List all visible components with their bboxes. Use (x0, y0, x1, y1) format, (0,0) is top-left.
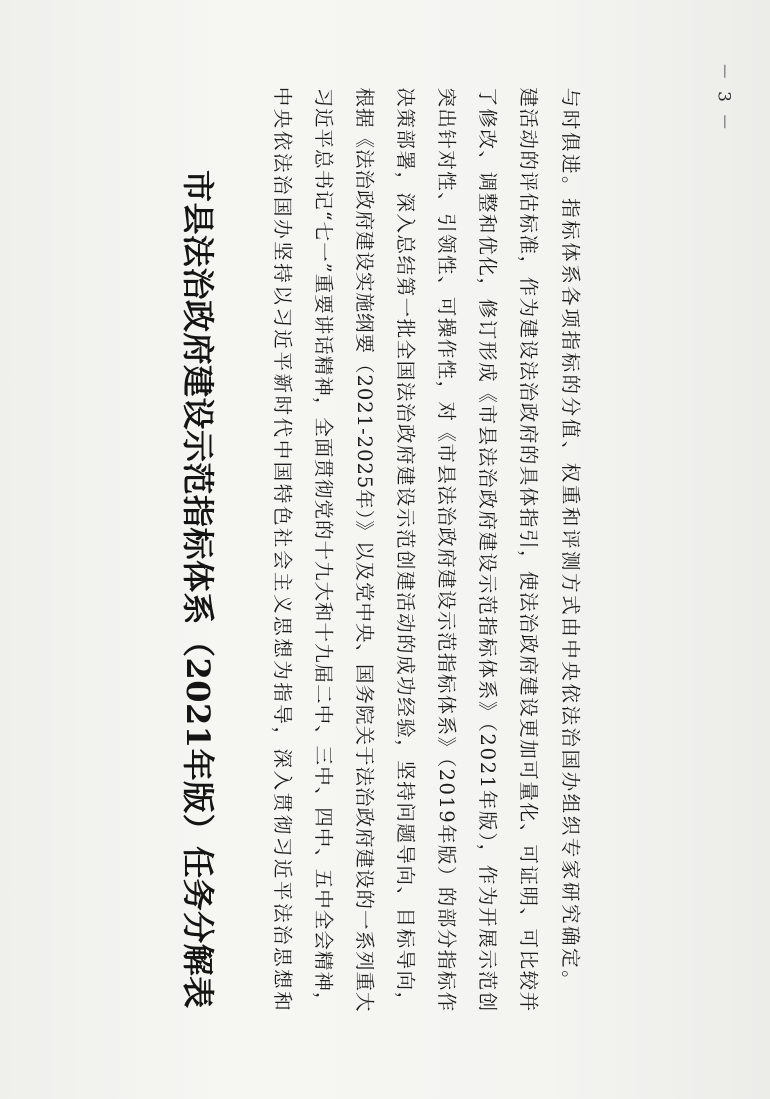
paragraph-line: 中央依法治国办坚持以习近平新时代中国特色社会主义思想为指导，深入贯彻习近平法治思想和 (271, 86, 294, 1014)
paragraph-line: 习近平总书记“七一”重要讲话精神，全面贯彻党的十九大和十九届二中、三中、四中、五中全会精神， (312, 87, 335, 1013)
paragraph-line: 决策部署，深入总结第一批全国法治政府建设示范创建活动的成功经验，坚持问题导向、目标导向， (394, 87, 417, 1013)
document-title: 市县法治政府建设示范指标体系（2021年版）任务分解表 (179, 170, 217, 1009)
paragraph-line: 建活动的评估标准，作为建设法治政府的具体指引，使法治政府建设更加可量化、可证明、可比较并 (517, 87, 540, 1013)
page-number: － 3 － (713, 62, 734, 134)
paragraph-line: 了修改、调整和优化，修订形成《市县法治政府建设示范指标体系》（2021年版），作为开展示范创 (476, 87, 499, 1013)
paragraph-line: 突出针对性、引领性、可操作性，对《市县法治政府建设示范指标体系》（2019年版）的部分指标作 (435, 87, 458, 1013)
paragraph-line: 根据《法治政府建设实施纲要（2021-2025年）》以及党中央、国务院关于法治政府建设的一系列重大 (353, 87, 376, 1013)
paragraph-line: 与时俱进。指标体系各项指标的分值、权重和评测方式由中央依法治国办组织专家研究确定。 (559, 87, 582, 993)
